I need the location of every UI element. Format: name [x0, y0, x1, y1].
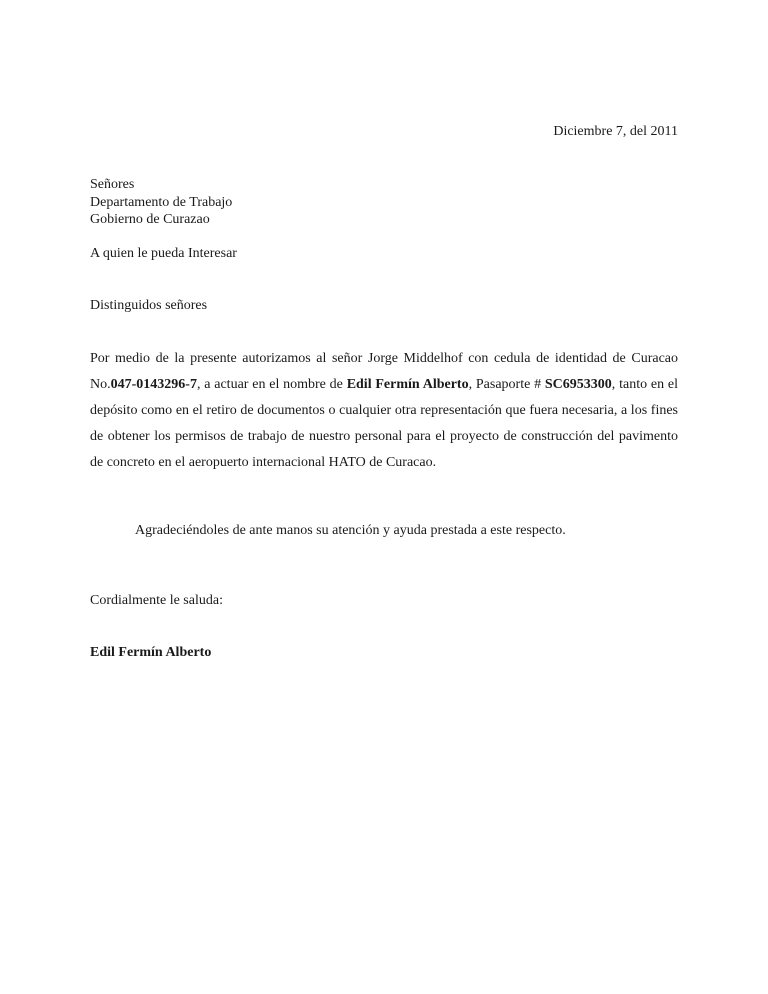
body-text-part-1: Por medio de la presente autorizamos al señor Jorge Middelhof con cedula de identidad de Curacao No. — [90, 351, 678, 392]
letter-date: Diciembre 7, del 2011 — [553, 124, 678, 139]
attention-line: A quien le pueda Interesar — [90, 246, 237, 261]
body-text-part-3: , Pasaporte # — [468, 377, 545, 392]
body-text-part-2: , a actuar en el nombre de — [196, 377, 347, 392]
addressee-line-1: Señores — [90, 177, 135, 192]
addressee-block — [90, 176, 232, 229]
addressee-line-2: Departamento de Trabajo — [90, 194, 233, 210]
thanks-paragraph: Agradeciéndoles de ante manos su atención y ayuda prestada a este respecto. — [135, 523, 566, 538]
body-text-part-4: , tanto en el depósito como en el retiro de documentos o cualquier otra representación que fuera necesaria, a los fines de obtener los permisos de trabajo de nuestro personal para el proyecto de construcción del pavimento de concreto en el aeropuerto internacional HATO de Curacao. — [90, 377, 678, 470]
addressee-line-3: Gobierno de Curazao — [90, 212, 210, 227]
id-number: 047-0143296-7 — [110, 377, 197, 392]
body-paragraph — [90, 346, 678, 476]
represented-name: Edil Fermín Alberto — [346, 377, 469, 392]
signature-name: Edil Fermín Alberto — [90, 645, 212, 660]
passport-number: SC6953300 — [544, 377, 612, 392]
salutation: Distinguidos señores — [90, 298, 208, 313]
closing-line: Cordialmente le saluda: — [90, 593, 223, 608]
